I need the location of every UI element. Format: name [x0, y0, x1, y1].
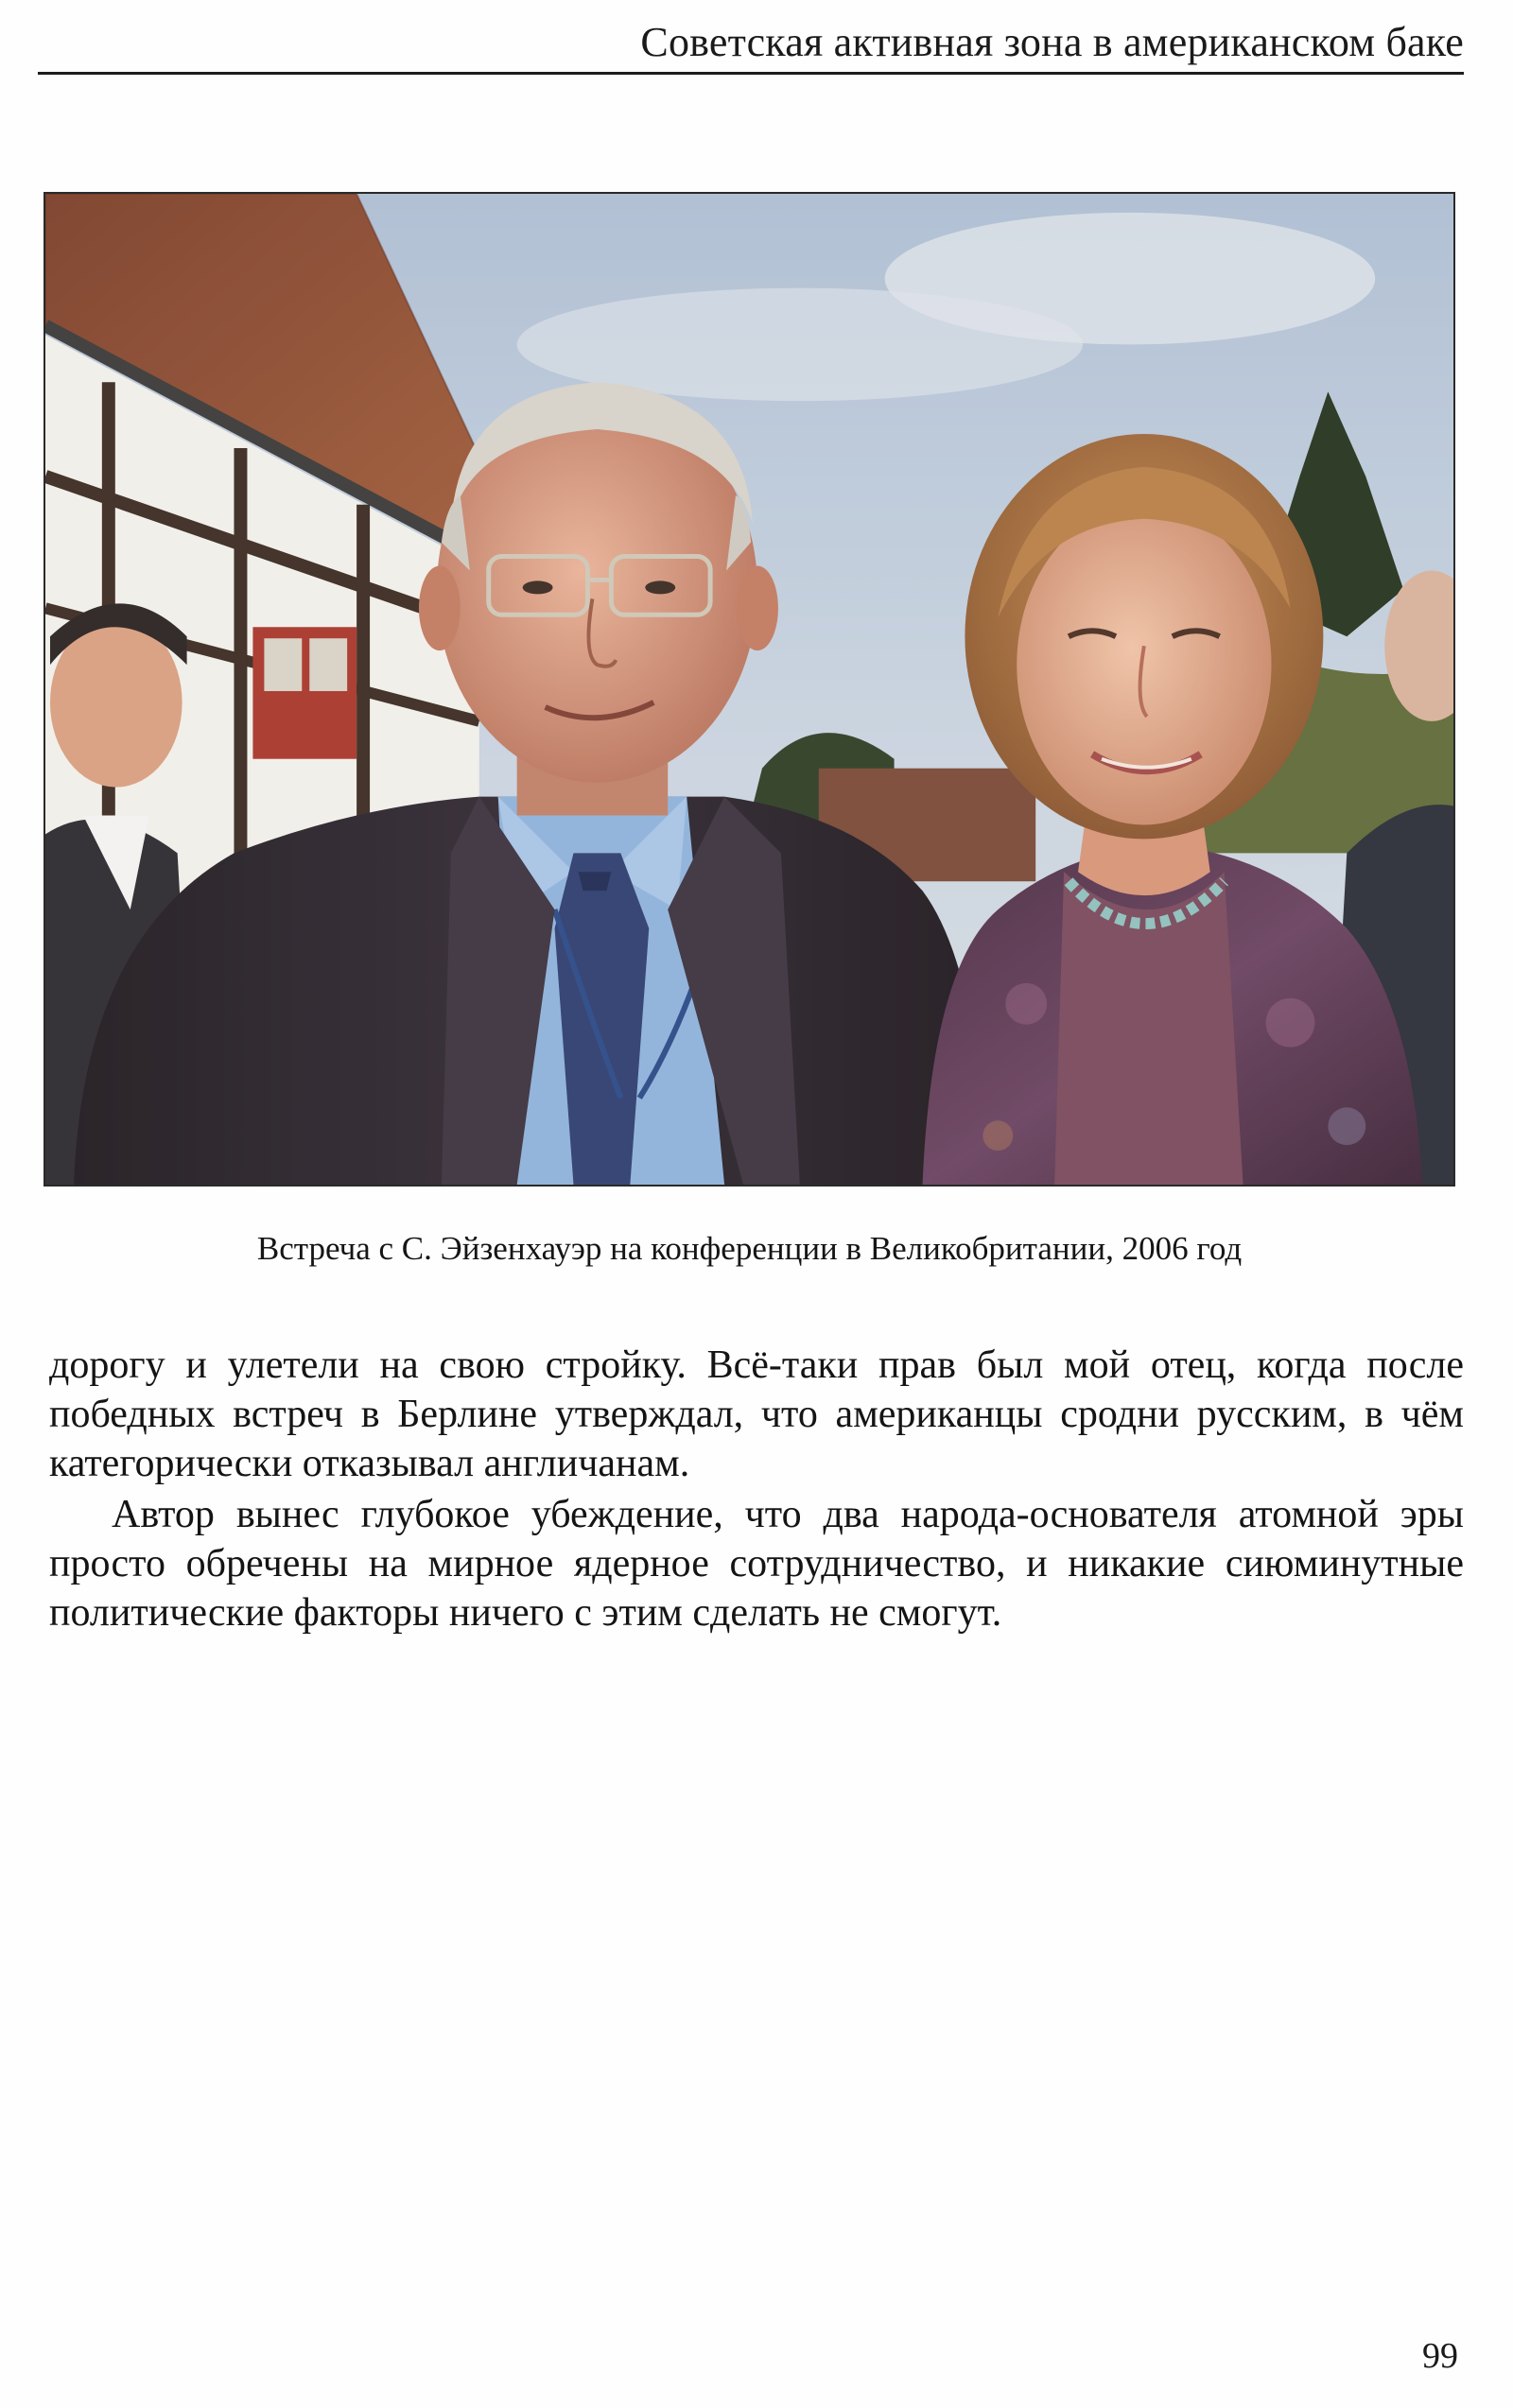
photograph — [43, 192, 1455, 1187]
body-text — [49, 1341, 1464, 1637]
paragraph-1: дорогу и улетели на свою стройку. Всё-таки прав был мой отец, когда после победных встреч в Берлине утверждал, что американцы сродни русским, в чём категорически отказывал англичанам. — [49, 1343, 1464, 1485]
photo-illustration — [45, 194, 1453, 1185]
running-title: Советская активная зона в американском баке — [640, 19, 1464, 65]
page-number: 99 — [1422, 2336, 1458, 2376]
figure-caption: Встреча с С. Эйзенхауэр на конференции в Великобритании, 2006 год — [256, 1230, 1243, 1267]
paragraph-2: Автор вынес глубокое убеждение, что два народа-основателя атомной эры просто обречены на мирное ядерное сотрудничество, и никакие сиюминутные политические факторы ничего с этим сделать не смогут. — [49, 1493, 1464, 1635]
running-header — [38, 15, 1464, 75]
